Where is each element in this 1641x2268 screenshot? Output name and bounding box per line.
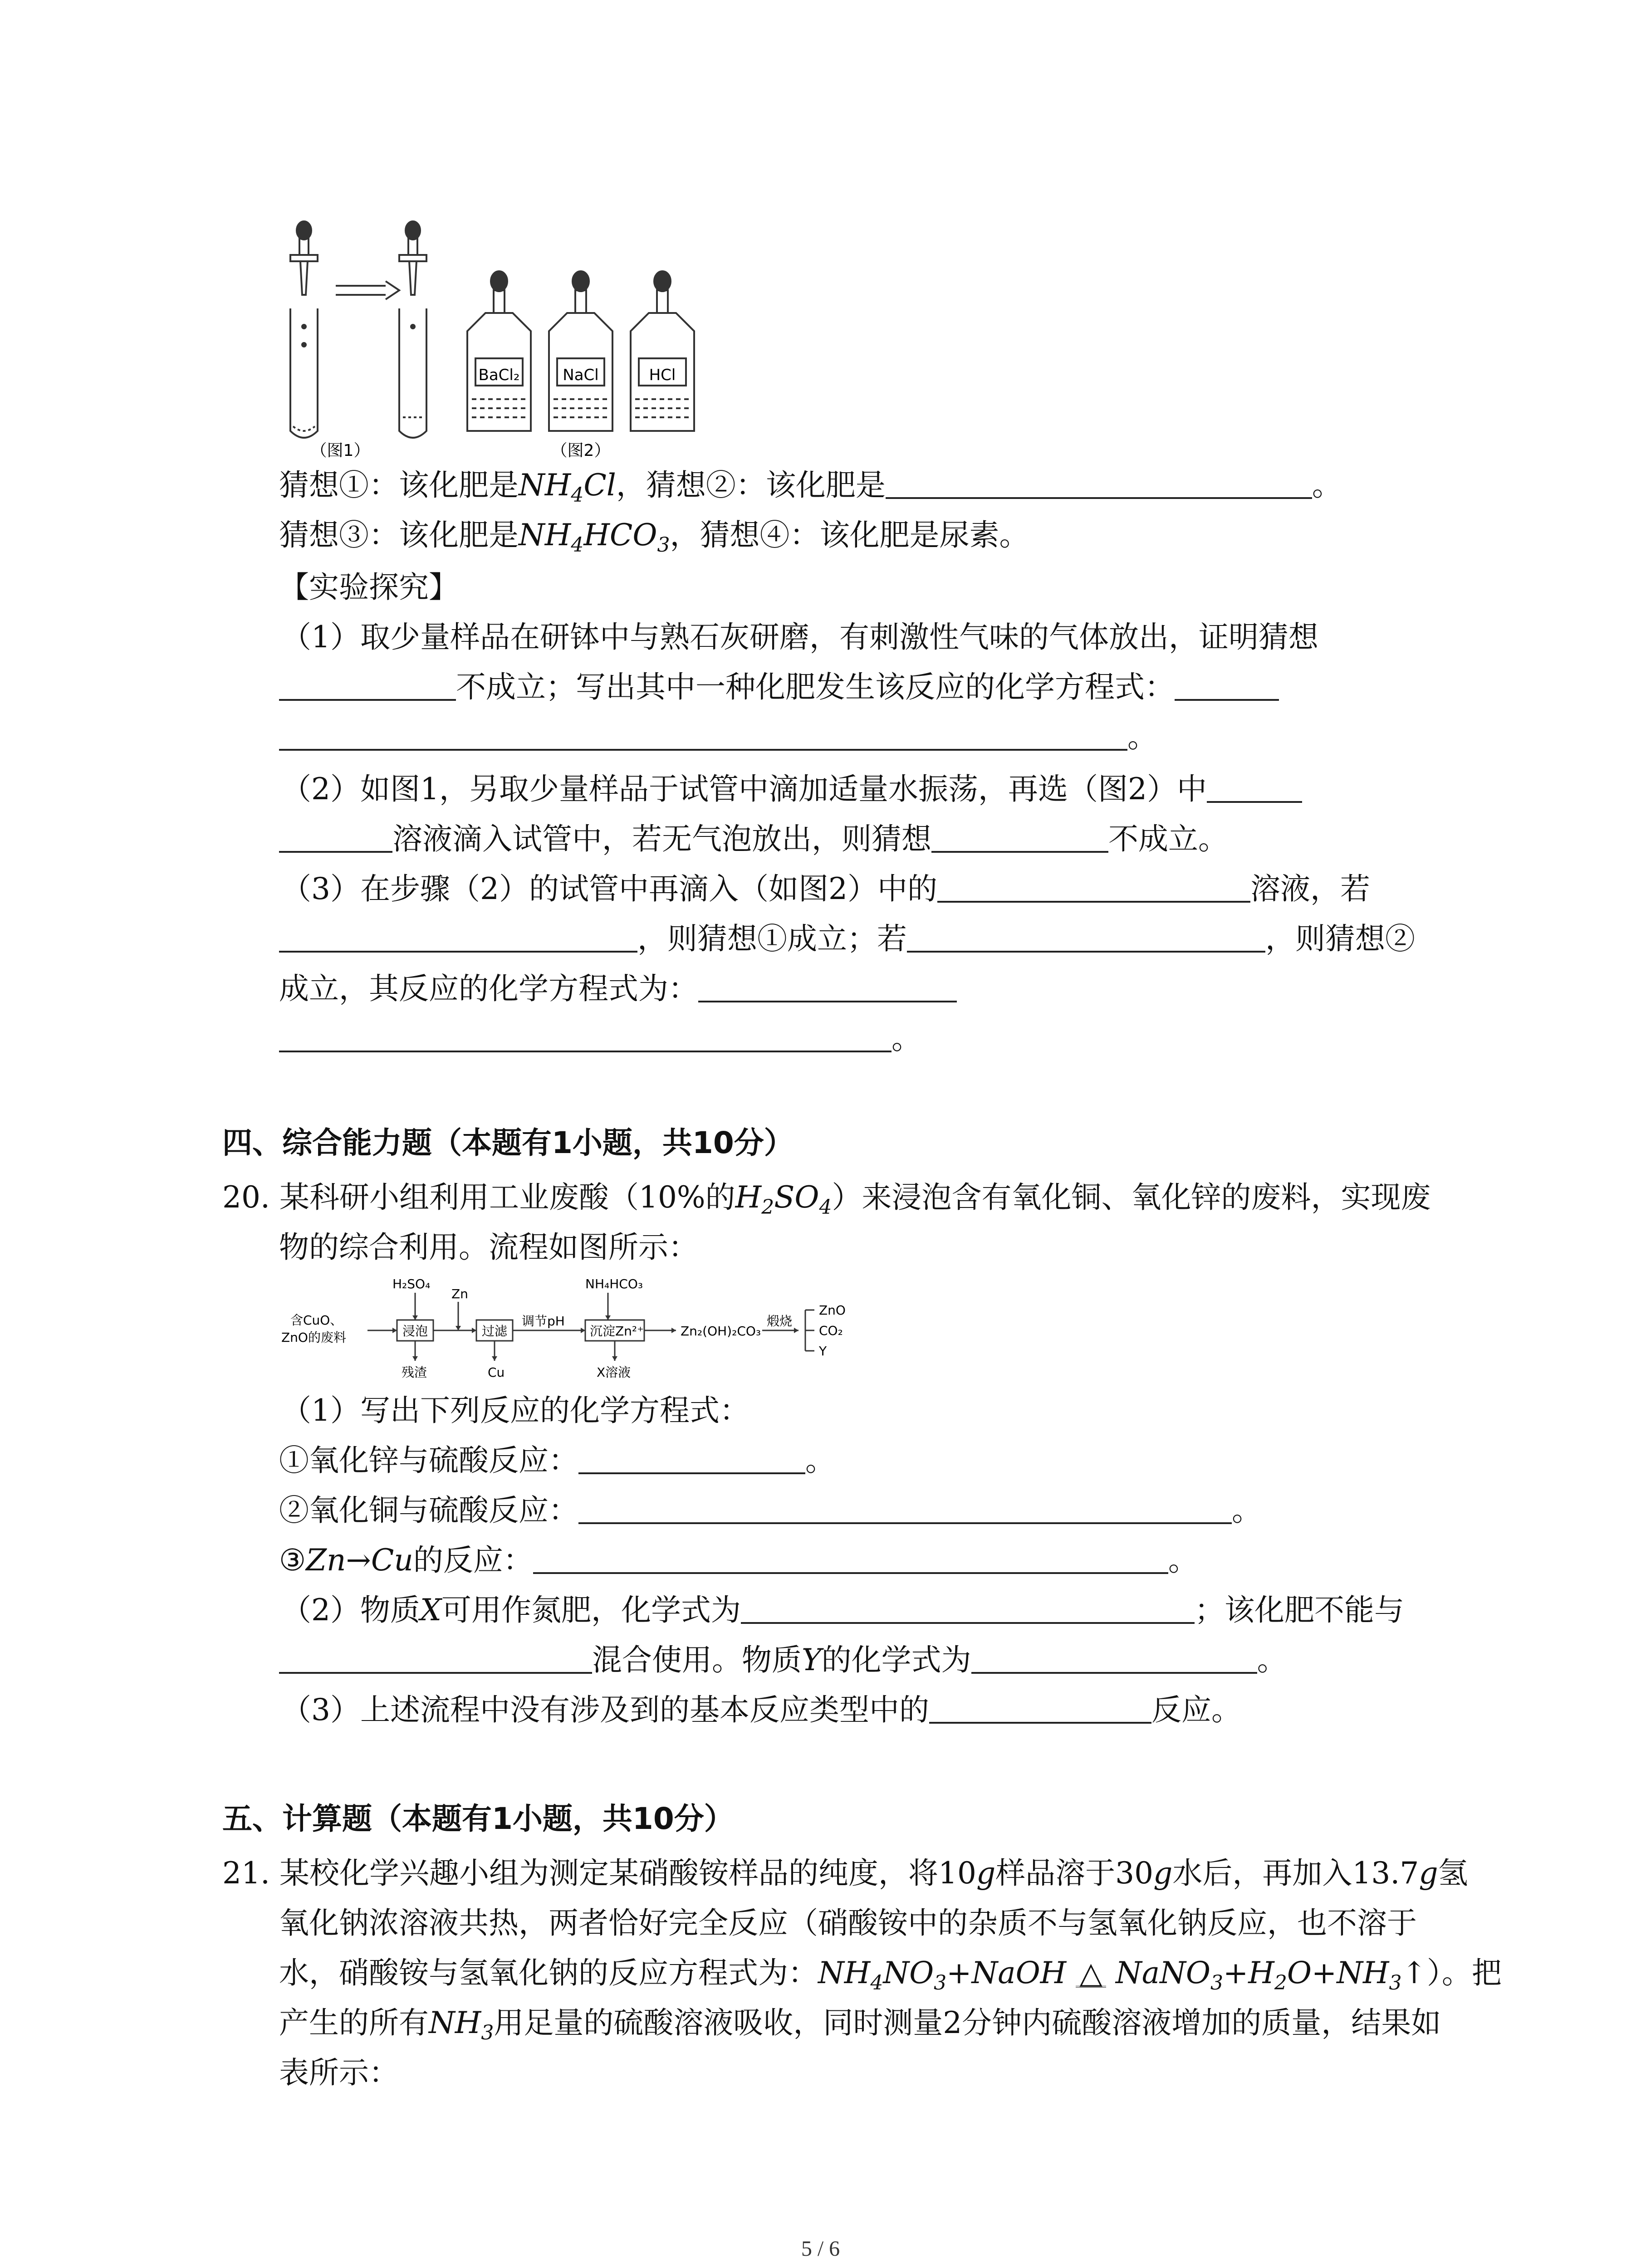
q21-line3: 水，硝酸铵与氢氧化钠的反应方程式为：$NH_4NO_3+NaOH$ △ $NaNO_3+H_2O+NH_3↑$）。把	[279, 1955, 1502, 1994]
q20-part1: （1）写出下列反应的化学方程式：	[281, 1393, 749, 1428]
flow-out-1: ZnO	[819, 1303, 846, 1318]
q20-part1-3: ③Zn→Cu的反应： 。	[279, 1538, 1198, 1583]
bottle-label-2: NaCl	[563, 366, 599, 384]
answer-blank[interactable]	[279, 1019, 892, 1052]
apparatus-figure	[272, 218, 726, 463]
bottle-label-1: BaCl₂	[478, 366, 520, 384]
flow-out-3: Y	[819, 1344, 827, 1359]
guess-3-4: 猜想③：该化肥是$NH_4HCO_3$，猜想④：该化肥是尿素。	[279, 518, 1029, 557]
flow-product: Zn₂(OH)₂CO₃	[681, 1324, 761, 1339]
section4-title: 四、综合能力题（本题有1小题，共10分）	[222, 1125, 794, 1160]
answer-blank[interactable]	[279, 667, 456, 701]
answer-blank[interactable]	[1207, 769, 1302, 803]
q20-part2-line1: （2）物质X可用作氮肥，化学式为 ；该化肥不能与	[281, 1588, 1404, 1633]
step2-line2: 溶液滴入试管中，若无气泡放出，则猜想 不成立。	[279, 816, 1228, 862]
experiment-heading: 【实验探究】	[279, 570, 459, 605]
step1-line2: 不成立；写出其中一种化肥发生该反应的化学方程式：	[279, 665, 1279, 710]
answer-blank[interactable]	[741, 1590, 1195, 1624]
answer-blank[interactable]	[937, 869, 1250, 903]
answer-blank[interactable]	[279, 919, 637, 953]
q20-part1-2: ②氧化铜与硫酸反应： 。	[279, 1488, 1262, 1533]
flow-h2so4: H₂SO₄	[392, 1276, 431, 1291]
step1-line1: （1）取少量样品在研钵中与熟石灰研磨，有刺激性气味的气体放出，证明猜想	[281, 620, 1318, 655]
flow-box3: 沉淀Zn²⁺	[590, 1324, 644, 1339]
answer-blank[interactable]	[1175, 667, 1279, 701]
section5-title: 五、计算题（本题有1小题，共10分）	[222, 1801, 734, 1836]
answer-blank[interactable]	[279, 1640, 592, 1674]
answer-blank[interactable]	[907, 919, 1265, 953]
flow-zn: Zn	[451, 1286, 468, 1301]
q20-part1-1: ①氧化锌与硫酸反应： 。	[279, 1438, 835, 1483]
answer-blank[interactable]	[578, 1491, 1232, 1524]
q21-line2: 氧化钠浓溶液共热，两者恰好完全反应（硝酸铵中的杂质不与氢氧化钠反应，也不溶于	[279, 1906, 1417, 1941]
step3-line4: 。	[279, 1016, 921, 1061]
flow-start-1: 含CuO、	[290, 1313, 343, 1328]
bottle-label-3: HCl	[649, 366, 676, 384]
answer-blank[interactable]	[533, 1540, 1168, 1574]
answer-blank[interactable]	[698, 969, 957, 1002]
step3-line2: ，则猜想①成立；若 ，则猜想②	[279, 916, 1415, 962]
step3-line3: 成立，其反应的化学方程式为：	[279, 966, 957, 1012]
answer-blank[interactable]	[279, 717, 1127, 751]
flow-below-3: X溶液	[597, 1365, 631, 1380]
q21-line5: 表所示：	[279, 2055, 399, 2090]
figure1-caption: （图1）	[310, 441, 370, 460]
q21-line1: 21. 某校化学兴趣小组为测定某硝酸铵样品的纯度，将10g样品溶于30g水后，再加入13.7g氢	[222, 1856, 1468, 1891]
q20-part2-line2: 混合使用。物质Y的化学式为 。	[279, 1637, 1287, 1683]
flow-start-2: ZnO的废料	[281, 1330, 346, 1345]
q20-line1: 20. 某科研小组利用工业废酸（10%的$H_2SO_4$）来浸泡含有氧化铜、氧化锌的废料，实现废	[222, 1180, 1431, 1219]
guess-1-2: 猜想①：该化肥是$NH_4Cl$，猜想②：该化肥是 。	[279, 463, 1342, 518]
step3-line1: （3）在步骤（2）的试管中再滴入（如图2）中的 溶液，若	[281, 866, 1370, 912]
flow-calcine: 煅烧	[767, 1314, 793, 1329]
answer-blank[interactable]	[279, 819, 392, 853]
flow-below-1: 残渣	[402, 1365, 427, 1380]
page-number: 5 / 6	[801, 2237, 840, 2261]
step2-line1: （2）如图1，另取少量样品于试管中滴加适量水振荡，再选（图2）中	[281, 767, 1302, 812]
q20-part3: （3）上述流程中没有涉及到的基本反应类型中的 反应。	[281, 1687, 1241, 1733]
flow-box2: 过滤	[482, 1324, 508, 1339]
q21-line4: 产生的所有$NH_3$用足量的硫酸溶液吸收，同时测量2分钟内硫酸溶液增加的质量，结果如	[279, 2005, 1441, 2044]
q20-line2: 物的综合利用。流程如图所示：	[279, 1230, 698, 1265]
answer-blank[interactable]	[931, 819, 1108, 853]
step1-line3: 。	[279, 714, 1157, 760]
answer-blank[interactable]	[929, 1690, 1151, 1724]
answer-blank[interactable]	[971, 1640, 1257, 1674]
flow-out-2: CO₂	[819, 1323, 843, 1338]
answer-blank[interactable]	[886, 465, 1312, 499]
flow-box1: 浸泡	[402, 1324, 428, 1339]
flow-diagram	[277, 1270, 898, 1383]
flow-adjust: 调节pH	[522, 1314, 565, 1329]
flow-below-2: Cu	[488, 1365, 505, 1380]
flow-nh4hco3: NH₄HCO₃	[585, 1276, 643, 1291]
answer-blank[interactable]	[578, 1441, 805, 1474]
figure2-caption: （图2）	[551, 441, 611, 460]
